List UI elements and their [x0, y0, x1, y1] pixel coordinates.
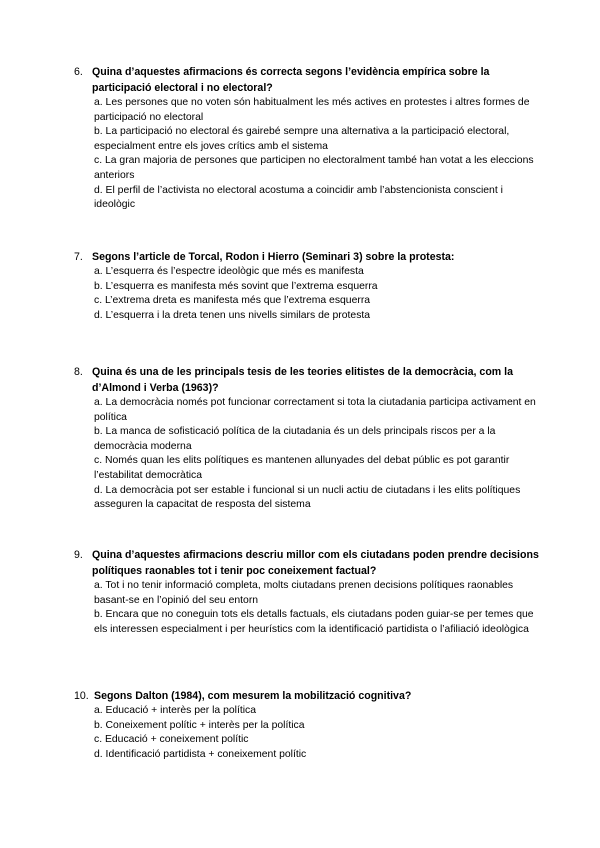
answer-option-a: a. Educació + interès per la política — [94, 705, 257, 716]
answer-option-b: b. Coneixement polític + interès per la política — [94, 719, 305, 731]
question-text: Quina és una de les principals tesis de les teories elitistes de la democràcia, com la d’Almond i Verba (1963)? — [92, 366, 513, 394]
question-number: 10. — [74, 690, 89, 702]
question-heading — [74, 64, 544, 96]
answer-option-d: d. El perfil de l’activista no electoral acostuma a coincidir amb l’abstencionista conscient i ideològic — [94, 184, 503, 211]
answer-option-a: a. Tot i no tenir informació completa, molts ciutadans prenen decisions polítiques raonables basant-se en l’opinió del seu entorn — [94, 580, 514, 606]
answer-option-d: d. Identificació partidista + coneixement polític — [94, 748, 307, 760]
question-number: 6. — [74, 66, 83, 78]
answer-options — [94, 96, 544, 213]
answer-option-c: c. Educació + coneixement polític — [94, 734, 249, 746]
question-text: Quina d’aquestes afirmacions descriu millor com els ciutadans poden prendre decisions polítiques raonables tot i tenir poc coneixement factual? — [92, 549, 539, 577]
answer-option-c: c. L’extrema dreta es manifesta més que l’extrema esquerra — [94, 295, 371, 307]
question-heading — [74, 364, 544, 396]
answer-option-b: b. La participació no electoral és gairebé sempre una alternativa a la participació electoral, especialment entre els joves crítics amb el sistema — [94, 126, 510, 152]
question-7 — [74, 249, 544, 323]
question-number: 8. — [74, 366, 83, 378]
answer-option-b: b. La manca de sofisticació política de la ciutadania és un dels principals riscos per a la democràcia moderna — [94, 426, 496, 452]
question-8 — [74, 364, 544, 513]
answer-options — [94, 579, 544, 637]
question-text: Quina d’aquestes afirmacions és correcta segons l’evidència empírica sobre la participació electoral i no electoral? — [92, 66, 490, 94]
question-10 — [74, 688, 544, 762]
question-heading — [74, 688, 544, 704]
question-number: 7. — [74, 251, 83, 263]
answer-options — [94, 265, 544, 323]
answer-option-a: a. La democràcia només pot funcionar correctament si tota la ciutadania participa activament en política — [94, 397, 536, 423]
answer-option-b: b. L’esquerra es manifesta més sovint que l’extrema esquerra — [94, 280, 378, 292]
question-heading — [74, 249, 544, 265]
answer-option-b: b. Encara que no coneguin tots els detalls factuals, els ciutadans poden guiar-se per temes que els interessen especialment i per heurístics com la identificació partidista o l’afiliació ideològica — [94, 609, 534, 635]
answer-option-c: c. Només quan les elits polítiques es mantenen allunyades del debat públic es pot garantir l’estabilitat democràtica — [94, 455, 510, 481]
answer-option-d: d. L’esquerra i la dreta tenen uns nivells similars de protesta — [94, 309, 371, 321]
answer-options — [94, 396, 544, 513]
question-9 — [74, 547, 544, 637]
question-6 — [74, 64, 544, 213]
question-text: Segons Dalton (1984), com mesurem la mobilització cognitiva? — [94, 690, 412, 702]
answer-options — [94, 704, 544, 762]
question-number: 9. — [74, 549, 83, 561]
answer-option-d: d. La democràcia pot ser estable i funcional si un nucli actiu de ciutadans i les elits polítiques asseguren la capacitat de resposta del sistema — [94, 484, 521, 511]
answer-option-a: a. L’esquerra és l’espectre ideològic que més es manifesta — [94, 266, 364, 277]
question-text: Segons l’article de Torcal, Rodon i Hierro (Seminari 3) sobre la protesta: — [92, 251, 455, 263]
question-heading — [74, 547, 544, 579]
answer-option-a: a. Les persones que no voten són habitualment les més actives en protestes i altres formes de participació no electoral — [94, 97, 530, 123]
answer-option-c: c. La gran majoria de persones que participen no electoralment també han votat a les eleccions anteriors — [94, 155, 534, 181]
